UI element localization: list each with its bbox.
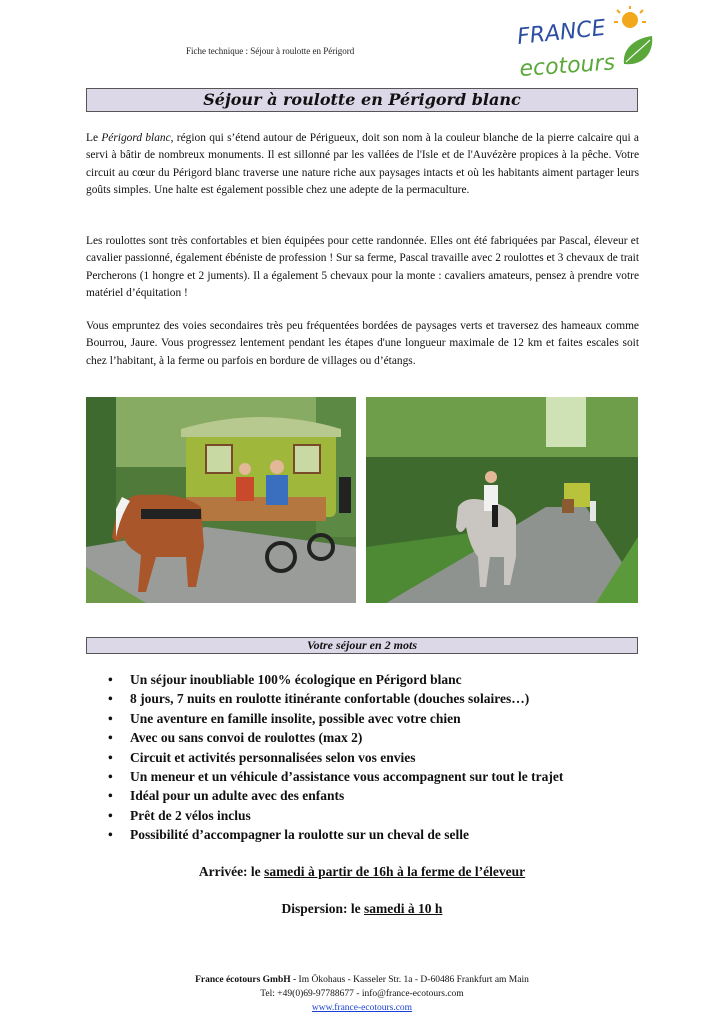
header-note: Fiche technique : Séjour à roulotte en Périgord <box>186 46 355 56</box>
section-title: Votre séjour en 2 mots <box>86 637 638 654</box>
highlights-list <box>108 670 563 845</box>
list-item: • Possibilité d’accompagner la roulotte sur un cheval de selle <box>108 825 563 844</box>
france-ecotours-logo <box>512 4 660 92</box>
dispersion-info: Dispersion: le samedi à 10 h <box>281 901 443 916</box>
photo-rider-road <box>366 397 638 603</box>
page-title: Séjour à roulotte en Périgord blanc <box>86 88 638 112</box>
footer-website <box>86 1001 638 1015</box>
arrival-info: Arrivée: le samedi à partir de 16h à la ferme de l’éleveur <box>198 864 526 879</box>
website-link[interactable]: www.france-ecotours.com <box>311 1003 413 1013</box>
list-item: • Un meneur et un véhicule d’assistance vous accompagnent sur tout le trajet <box>108 767 563 786</box>
list-item: • Circuit et activités personnalisées selon vos envies <box>108 748 563 767</box>
list-item: • Idéal pour un adulte avec des enfants <box>108 786 563 805</box>
list-item: • Prêt de 2 vélos inclus <box>108 806 563 825</box>
paragraph-intro: Le Périgord blanc, région qui s’étend autour de Périgueux, doit son nom à la couleur blanche de la pierre calcaire qui a servi à bâtir de nombreux monuments. Il est sillonné par les vallées de l'Isle et de l'Auvézère propices à la pêche. Votre circuit au cœur du Périgord blanc traverse une nature riche aux paysages intacts et où les habitants aiment partager leurs goûts simples. Une halte est également possible chez une adepte de la permaculture. <box>86 132 639 197</box>
footer-address: France écotours GmbH - Im Ökohaus - Kasseler Str. 1a - D-60486 Frankfurt am Main <box>195 975 529 985</box>
logo-text-top: FRANCE <box>516 15 607 50</box>
footer-contact: Tel: +49(0)69-97788677 - info@france-ecotours.com <box>260 989 464 999</box>
paragraph-itineraire: Vous empruntez des voies secondaires très peu fréquentées bordées de paysages verts et traversez des hameaux comme Bourrou, Jaure. Vous progressez lentement pendant les étapes d'une longueur maximale de 12 km et faites escales soit chez l’habitant, à la ferme ou parfois en bordure de villages ou d’étangs. <box>86 320 639 367</box>
list-item: • Un séjour inoubliable 100% écologique en Périgord blanc <box>108 670 563 689</box>
list-item: • Une aventure en famille insolite, possible avec votre chien <box>108 709 563 728</box>
sun-icon <box>614 6 646 28</box>
list-item: • 8 jours, 7 nuits en roulotte itinérante confortable (douches solaires…) <box>108 689 563 708</box>
logo-text-bottom: ecotours <box>518 50 616 82</box>
list-item: • Avec ou sans convoi de roulottes (max 2) <box>108 728 563 747</box>
paragraph-roulottes: Les roulottes sont très confortables et bien équipées pour cette randonnée. Elles ont été fabriquées par Pascal, éleveur et cavalier passionné, également ébéniste de profession ! Sur sa ferme, Pascal travaille avec 2 roulottes et 3 chevaux de trait Percherons (1 hongre et 2 juments). Il a également 5 chevaux pour la monte : cavaliers amateurs, pensez à prendre votre matériel d’équitation ! <box>86 235 639 300</box>
photo-horse-caravan <box>86 397 356 603</box>
